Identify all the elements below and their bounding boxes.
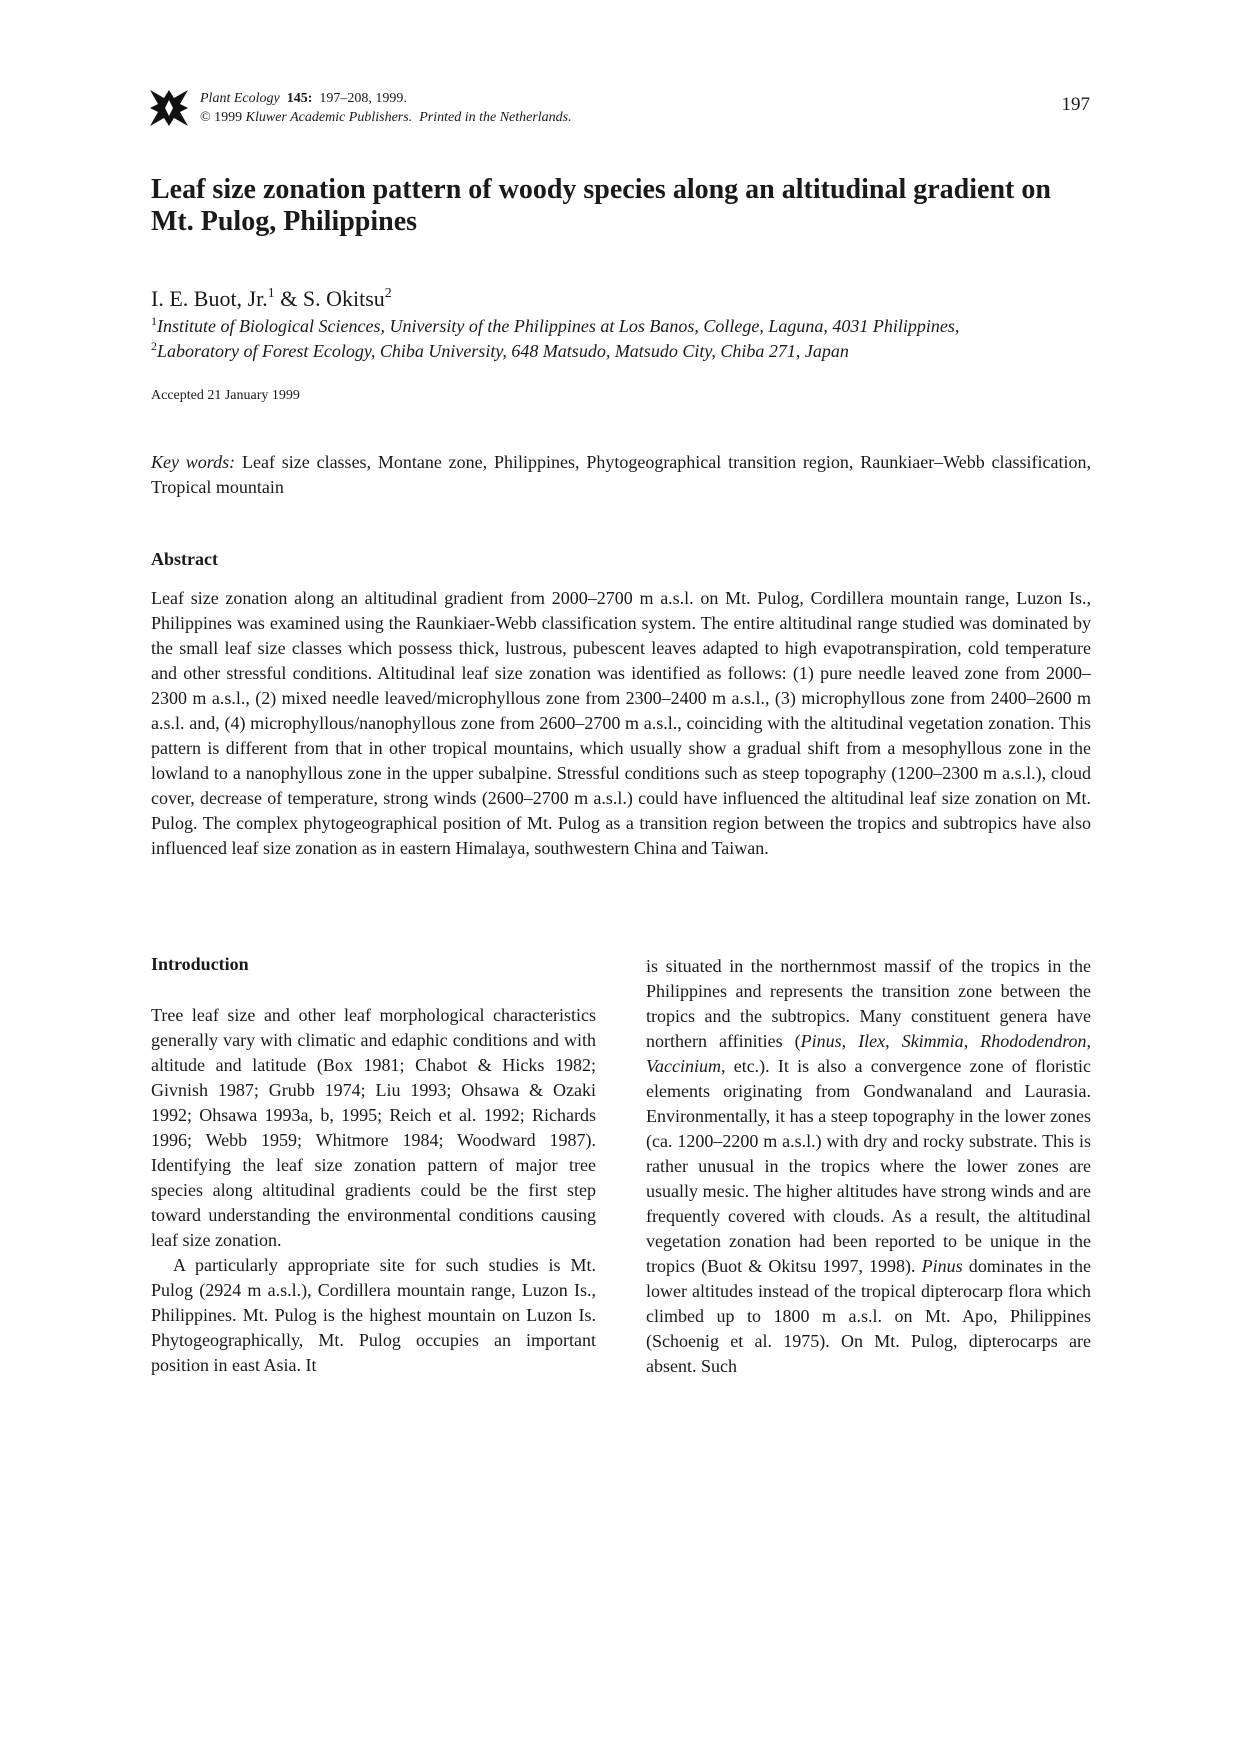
affiliation-1-text: Institute of Biological Sciences, University of the Philippines at Los Banos, College, Laguna, 4031 Philippines, <box>157 316 960 336</box>
introduction-paragraph-2: A particularly appropriate site for such studies is Mt. Pulog (2924 m a.s.l.), Cordillera mountain range, Luzon Is., Philippines. Mt. Pulog is the highest mountain on Luzon Is. Phytogeographically, Mt. Pulog occupies an important position in east Asia. It <box>151 1255 596 1375</box>
author-line <box>151 286 392 312</box>
journal-name: Plant Ecology <box>200 91 280 106</box>
abstract-text: Leaf size zonation along an altitudinal gradient from 2000–2700 m a.s.l. on Mt. Pulog, Cordillera mountain range, Luzon Is., Philippines was examined using the Raunkiaer-Webb classification system. The entire altitudinal range studied was dominated by the small leaf size classes which possess thick, lustrous, pubescent leaves adapted to high evapotranspiration, cold temperature and other stressful conditions. Altitudinal leaf size zonation was identified as follows: (1) pure needle leaved zone from 2000–2300 m a.s.l., (2) mixed needle leaved/microphyllous zone from 2300–2400 m a.s.l., (3) microphyllous zone from 2400–2600 m a.s.l. and, (4) microphyllous/nanophyllous zone from 2600–2700 m a.s.l., coinciding with the altitudinal vegetation zonation. This pattern is different from that in other tropical mountains, which usually show a gradual shift from a mesophyllous zone in the lowland to a nanophyllous zone in the upper subalpine. Stressful conditions such as steep topography (1200–2300 m a.s.l.), cloud cover, decrease of temperature, strong winds (2600–2700 m a.s.l.) could have influenced the altitudinal leaf size zonation on Mt. Pulog. The complex phytogeographical position of Mt. Pulog as a transition region between the tropics and subtropics have also influenced leaf size zonation as in eastern Himalaya, southwestern China and Taiwan. <box>151 588 1091 858</box>
publisher-logo-icon <box>150 88 188 128</box>
affiliation-2-mark: 2 <box>151 339 157 353</box>
keywords-text: Leaf size classes, Montane zone, Philippines, Phytogeographical transition region, Raunkiaer–Webb classification, Tropical mountain <box>151 452 1092 497</box>
affiliation-1 <box>151 316 1101 337</box>
intro-col2-text-c: dominates in the lower altitudes instead of the tropical dipterocarp flora which climbed up to 1800 m a.s.l. on Mt. Apo, Philippines (Schoenig et al. 1975). On Mt. Pulog, dipterocarps are absent. Such <box>646 1256 1091 1376</box>
printed-note: Printed in the Netherlands. <box>419 110 572 125</box>
affiliation-1-mark: 1 <box>151 314 157 328</box>
author-1-affil-mark: 1 <box>267 286 275 301</box>
journal-pages: 197–208, 1999. <box>319 91 407 106</box>
journal-citation <box>200 89 572 127</box>
affiliation-2-text: Laboratory of Forest Ecology, Chiba University, 648 Matsudo, Matsudo City, Chiba 271, Japan <box>157 341 849 361</box>
affiliation-2 <box>151 341 1101 362</box>
page-number: 197 <box>1061 94 1090 115</box>
keywords-label: Key words: <box>151 452 236 472</box>
genus-pinus-2: Pinus <box>921 1256 963 1276</box>
abstract-heading: Abstract <box>151 549 218 569</box>
accepted-date: Accepted 21 January 1999 <box>151 388 300 403</box>
copyright: © 1999 <box>200 110 243 125</box>
author-separator: & <box>274 286 303 311</box>
genus-ilex: Ilex <box>858 1031 886 1051</box>
introduction-paragraph-1: Tree leaf size and other leaf morphological characteristics generally vary with climatic and edaphic conditions and with altitude and latitude (Box 1981; Chabot & Hicks 1982; Givnish 1987; Grubb 1974; Liu 1993; Ohsawa & Ozaki 1992; Ohsawa 1993a, b, 1995; Reich et al. 1992; Richards 1996; Webb 1959; Whitmore 1984; Woodward 1987). Identifying the leaf size zonation pattern of major tree species along altitudinal gradients could be the first step toward understanding the environmental conditions causing leaf size zonation. <box>151 1005 596 1250</box>
genus-vaccinium: Vaccinium <box>646 1056 721 1076</box>
author-2: S. Okitsu <box>302 286 385 311</box>
intro-col2-text-b: , etc.). It is also a convergence zone of floristic elements originating from Gondwanaland and Laurasia. Environmentally, it has a steep topography in the lower zones (ca. 1200–2200 m a.s.l.) with dry and rocky substrate. This is rather unusual in the tropics where the lower zones are usually mesic. The higher altitudes have strong winds and are frequently covered with clouds. As a result, the altitudinal vegetation zonation had been reported to be unique in the tropics (Buot & Okitsu 1997, 1998). <box>646 1056 1091 1276</box>
genus-pinus: Pinus <box>800 1031 842 1051</box>
introduction-heading: Introduction <box>151 954 249 974</box>
genus-skimmia: Skimmia <box>901 1031 964 1051</box>
journal-volume: 145: <box>286 91 313 106</box>
author-2-affil-mark: 2 <box>384 286 392 301</box>
intro-col2-text-a: is situated in the northernmost massif of the tropics in the Philippines and represents the transition zone between the tropics and the subtropics. Many constituent genera have northern affinities ( <box>646 956 1091 1051</box>
keywords <box>151 450 1091 500</box>
publisher: Kluwer Academic Publishers. <box>245 110 413 125</box>
genus-rhododendron: Rhododendron <box>980 1031 1087 1051</box>
introduction-column-right: is situated in the northernmost massif of the tropics in the Philippines and represents the transition zone between the tropics and the subtropics. Many constituent genera have northern affinities (Pinus, Ilex, Skimmia, Rhododendron, Vaccinium, etc.). It is also a convergence zone of floristic elements originating from Gondwanaland and Laurasia. Environmentally, it has a steep topography in the lower zones (ca. 1200–2200 m a.s.l.) with dry and rocky substrate. This is rather unusual in the tropics where the lower zones are usually mesic. The higher altitudes have strong winds and are frequently covered with clouds. As a result, the altitudinal vegetation zonation had been reported to be unique in the tropics (Buot & Okitsu 1997, 1998). Pinus dominates in the lower altitudes instead of the tropical dipterocarp flora which climbed up to 1800 m a.s.l. on Mt. Apo, Philippines (Schoenig et al. 1975). On Mt. Pulog, dipterocarps are absent. Such <box>646 956 1092 1376</box>
introduction-column-left <box>151 1003 596 1378</box>
author-1: I. E. Buot, Jr. <box>151 286 268 311</box>
article-title: Leaf size zonation pattern of woody species along an altitudinal gradient on Mt. Pulog, Philippines <box>151 174 1051 237</box>
